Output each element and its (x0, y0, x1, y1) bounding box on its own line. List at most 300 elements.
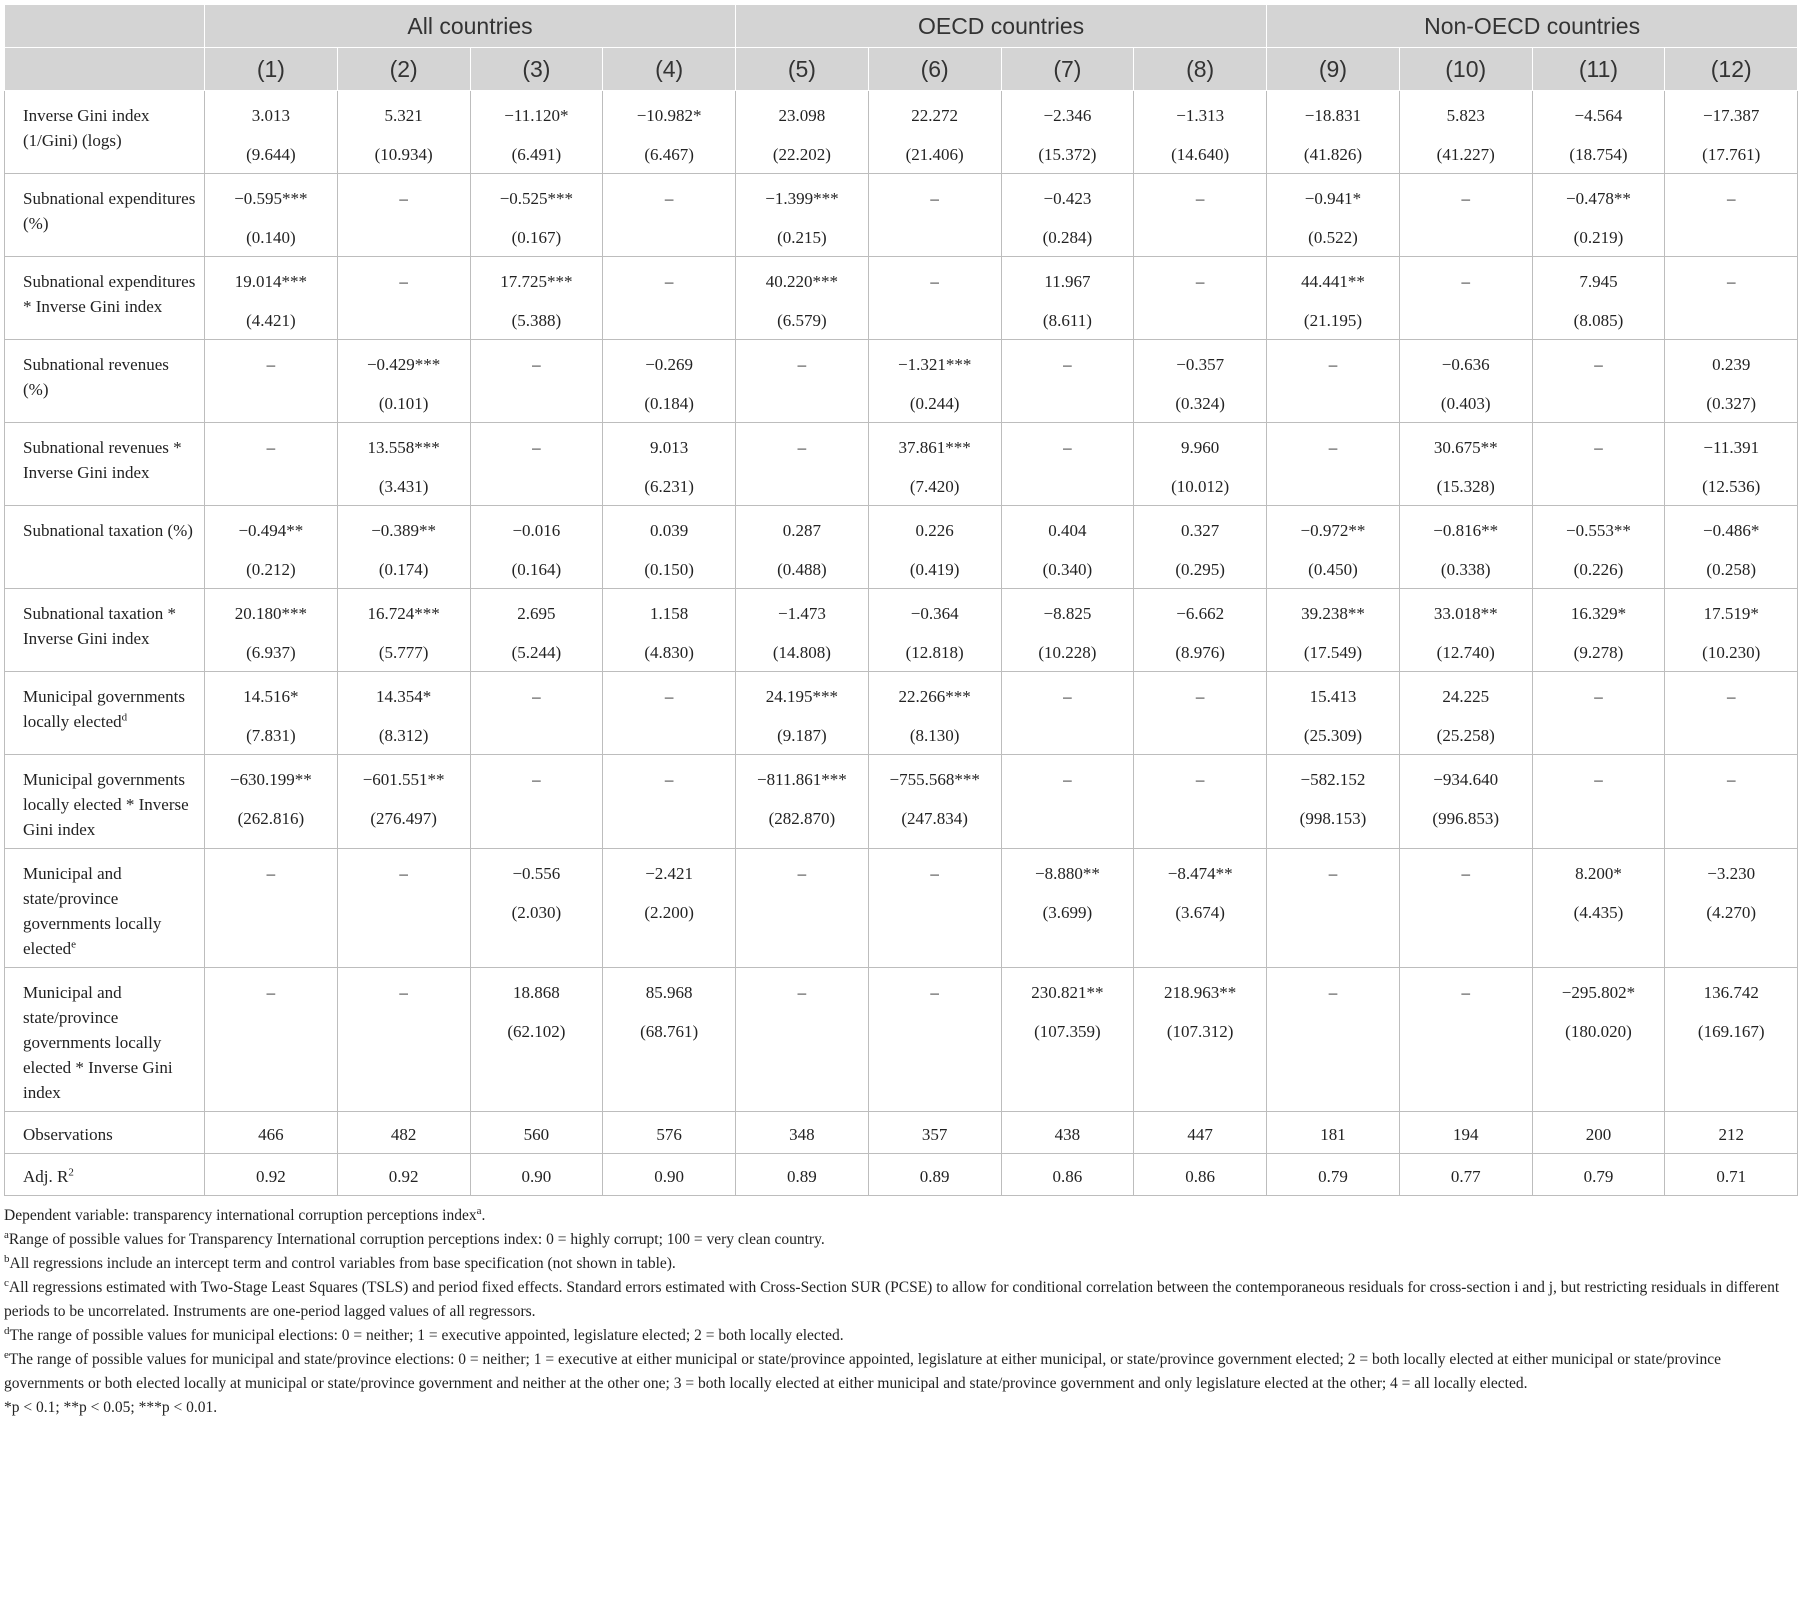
note-item (4, 1252, 1797, 1276)
coefficient: – (1328, 438, 1338, 457)
coefficient: 7.945 (1579, 272, 1618, 291)
coefficient: – (797, 983, 807, 1002)
stat-value: 466 (205, 1112, 338, 1154)
stat-value: 438 (1001, 1112, 1134, 1154)
coefficient: 15.413 (1309, 687, 1357, 706)
estimate-cell (1134, 423, 1267, 506)
standard-error: (0.340) (1042, 560, 1093, 579)
coefficient: 44.441** (1301, 272, 1365, 291)
estimate-cell (205, 672, 338, 755)
column-number: (11) (1532, 48, 1665, 91)
standard-error: (12.740) (1436, 643, 1495, 662)
standard-error: (0.488) (777, 560, 827, 579)
row-label (5, 968, 205, 1112)
note-dependent: Dependent variable: transparency international corruption perceptions index$^a$. (4, 1204, 486, 1224)
group-header-oecd: OECD countries (736, 5, 1267, 48)
standard-error: (282.870) (768, 809, 836, 828)
coefficient: 9.013 (650, 438, 689, 457)
note-text: Range of possible values for Transparency International corruption perceptions index: 0 = highly corrupt; 100 = very clean country. (8, 1231, 825, 1248)
coefficient: −3.230 (1707, 864, 1756, 883)
estimate-cell (1267, 849, 1400, 968)
standard-error: (7.831) (246, 726, 296, 745)
estimate-cell (1267, 672, 1400, 755)
coefficient: −8.474** (1167, 864, 1233, 883)
estimate-cell (868, 423, 1001, 506)
coefficient: 40.220*** (765, 272, 839, 291)
coefficient: −0.486* (1703, 521, 1760, 540)
coefficient: – (532, 355, 541, 374)
column-number: (12) (1665, 48, 1798, 91)
coefficient: – (266, 355, 276, 374)
coefficient: – (532, 687, 541, 706)
standard-error: (0.167) (511, 228, 562, 247)
coefficient: – (1195, 770, 1205, 789)
coefficient: 17.519* (1703, 604, 1759, 623)
coefficient: – (664, 189, 674, 208)
estimate-cell (1532, 91, 1665, 174)
coefficient: −601.551** (362, 770, 445, 789)
standard-error: (9.278) (1573, 643, 1624, 662)
stat-value: 348 (736, 1112, 869, 1154)
standard-error: (68.761) (640, 1022, 699, 1041)
row-label-text: Municipal and state/province governments locally elected (23, 864, 162, 958)
coefficient: −1.313 (1176, 106, 1225, 125)
standard-error: (0.324) (1175, 394, 1225, 413)
table-row (5, 340, 1798, 423)
standard-error: (0.284) (1042, 228, 1093, 247)
estimate-cell (736, 968, 869, 1112)
coefficient: −811.861*** (757, 770, 847, 789)
estimate-cell (1399, 968, 1532, 1112)
standard-error: (4.270) (1706, 903, 1756, 922)
estimate-cell (1267, 506, 1400, 589)
estimate-cell (868, 174, 1001, 257)
row-label-text: Subnational revenues * Inverse Gini index (23, 438, 182, 482)
coefficient: −0.429*** (366, 355, 441, 374)
row-label (5, 589, 205, 672)
coefficient: −0.816** (1433, 521, 1499, 540)
standard-error: (0.174) (378, 560, 429, 579)
coefficient: – (1328, 983, 1338, 1002)
estimate-cell (205, 506, 338, 589)
column-number: (8) (1134, 48, 1267, 91)
coefficient: 5.823 (1446, 106, 1485, 125)
coefficient: – (797, 438, 807, 457)
standard-error: (14.640) (1171, 145, 1230, 164)
estimate-cell (205, 257, 338, 340)
standard-error: (0.327) (1706, 394, 1756, 413)
row-label (5, 174, 205, 257)
coefficient: 14.354* (376, 687, 432, 706)
estimate-cell (736, 849, 869, 968)
standard-error: (15.328) (1436, 477, 1495, 496)
row-label-sup: d (121, 711, 128, 724)
estimate-cell (470, 968, 603, 1112)
standard-error: (9.187) (777, 726, 827, 745)
estimate-cell (736, 506, 869, 589)
estimate-cell (736, 91, 869, 174)
estimate-cell (1665, 340, 1798, 423)
column-number-row (5, 48, 1798, 91)
estimate-cell (205, 174, 338, 257)
stat-value: 0.86 (1001, 1154, 1134, 1196)
coefficient: −8.880** (1034, 864, 1100, 883)
estimate-cell (337, 340, 470, 423)
estimate-cell (1001, 174, 1134, 257)
note-text: The range of possible values for municipal elections: 0 = neither; 1 = executive appointed, legislature elected; 2 = both locally elected. (9, 1327, 844, 1344)
standard-error: (9.644) (246, 145, 296, 164)
coefficient: – (1195, 189, 1205, 208)
coefficient: – (1594, 438, 1603, 457)
coefficient: −0.494** (238, 521, 304, 540)
stat-value: 0.92 (337, 1154, 470, 1196)
coefficient: – (797, 864, 807, 883)
estimate-cell (1267, 755, 1400, 849)
stat-label (5, 1112, 205, 1154)
standard-error: (0.338) (1440, 560, 1491, 579)
coefficient: 14.516* (243, 687, 299, 706)
estimate-cell (470, 589, 603, 672)
coefficient: −2.421 (645, 864, 694, 883)
coefficient: −11.120* (504, 106, 569, 125)
coefficient: 19.014*** (234, 272, 307, 291)
coefficient: −295.802* (1561, 983, 1636, 1002)
coefficient: – (930, 189, 939, 208)
column-number: (2) (337, 48, 470, 91)
coefficient: −10.982* (636, 106, 702, 125)
standard-error: (10.012) (1171, 477, 1230, 496)
coefficient: −755.568*** (889, 770, 980, 789)
estimate-cell (1001, 968, 1134, 1112)
estimate-cell (470, 849, 603, 968)
estimate-cell (337, 672, 470, 755)
coefficient: −8.825 (1043, 604, 1092, 623)
standard-error: (10.230) (1702, 643, 1761, 662)
estimate-cell (1134, 968, 1267, 1112)
stat-value: 212 (1665, 1112, 1798, 1154)
group-header-non-oecd: Non-OECD countries (1267, 5, 1798, 48)
estimate-cell (470, 755, 603, 849)
coefficient: 8.200* (1575, 864, 1622, 883)
coefficient: −0.478** (1566, 189, 1631, 208)
coefficient: 33.018** (1433, 604, 1498, 623)
estimate-cell (1399, 174, 1532, 257)
coefficient: 136.742 (1703, 983, 1759, 1002)
estimate-cell (337, 174, 470, 257)
table-notes (4, 1204, 1797, 1420)
header-corner-2 (5, 48, 205, 91)
coefficient: −1.399*** (765, 189, 839, 208)
row-label (5, 672, 205, 755)
estimate-cell (1665, 672, 1798, 755)
coefficient: 37.861*** (898, 438, 971, 457)
note-text: All regressions include an intercept term and control variables from base specification (not shown in table). (9, 1255, 676, 1272)
estimate-cell (205, 91, 338, 174)
coefficient: – (930, 272, 939, 291)
note-sup: e (4, 1348, 9, 1361)
coefficient: 5.321 (384, 106, 423, 125)
standard-error: (6.467) (644, 145, 694, 164)
estimate-cell (1399, 340, 1532, 423)
coefficient: −0.364 (910, 604, 959, 623)
standard-error: (10.228) (1038, 643, 1097, 662)
coefficient: −0.525*** (499, 189, 574, 208)
estimate-cell (1532, 340, 1665, 423)
standard-error: (3.699) (1042, 903, 1093, 922)
estimate-cell (1665, 91, 1798, 174)
estimate-cell (868, 849, 1001, 968)
coefficient: −0.389** (371, 521, 437, 540)
estimate-cell (1665, 423, 1798, 506)
standard-error: (0.244) (909, 394, 960, 413)
standard-error: (8.312) (378, 726, 429, 745)
row-label-text: Subnational expenditures (%) (23, 189, 196, 233)
coefficient: – (399, 983, 408, 1002)
row-label-text: Subnational expenditures * Inverse Gini index (23, 272, 196, 316)
coefficient: – (1195, 687, 1205, 706)
coefficient: – (532, 438, 541, 457)
stat-label (5, 1154, 205, 1196)
stat-value: 447 (1134, 1112, 1267, 1154)
estimate-cell (603, 257, 736, 340)
estimate-cell (1532, 506, 1665, 589)
standard-error: (2.200) (644, 903, 694, 922)
estimate-cell (1399, 672, 1532, 755)
stat-value: 0.90 (603, 1154, 736, 1196)
standard-error: (3.674) (1175, 903, 1225, 922)
standard-error: (4.830) (644, 643, 694, 662)
table-header (5, 5, 1798, 91)
estimate-cell (1665, 257, 1798, 340)
stat-label-sup: 2 (68, 1166, 74, 1179)
estimate-cell (205, 340, 338, 423)
standard-error: (5.388) (511, 311, 562, 330)
estimate-cell (1532, 589, 1665, 672)
coefficient: −0.556 (512, 864, 561, 883)
standard-error: (8.976) (1175, 643, 1225, 662)
coefficient: – (1461, 983, 1470, 1002)
estimate-cell (470, 174, 603, 257)
standard-error: (18.754) (1569, 145, 1628, 164)
estimate-cell (337, 589, 470, 672)
row-label-text: Municipal and state/province governments locally elected * Inverse Gini index (23, 983, 173, 1102)
estimate-cell (205, 423, 338, 506)
coefficient: – (1594, 770, 1603, 789)
column-number: (10) (1399, 48, 1532, 91)
coefficient: −0.595*** (234, 189, 308, 208)
estimate-cell (470, 672, 603, 755)
estimate-cell (1001, 589, 1134, 672)
note-sup: b (4, 1252, 10, 1265)
estimate-cell (337, 755, 470, 849)
coefficient: – (266, 983, 276, 1002)
row-label (5, 506, 205, 589)
table-row (5, 672, 1798, 755)
row-label-text: Subnational revenues (%) (23, 355, 169, 399)
standard-error: (5.244) (511, 643, 562, 662)
estimate-cell (1532, 968, 1665, 1112)
estimate-cell (1665, 849, 1798, 968)
coefficient: 22.266*** (898, 687, 971, 706)
table-row (5, 174, 1798, 257)
standard-error: (17.549) (1303, 643, 1362, 662)
standard-error: (0.226) (1573, 560, 1624, 579)
coefficient: 85.968 (645, 983, 693, 1002)
estimate-cell (1001, 340, 1134, 423)
standard-error: (8.085) (1573, 311, 1624, 330)
estimate-cell (1134, 340, 1267, 423)
coefficient: −0.423 (1043, 189, 1092, 208)
estimate-cell (868, 672, 1001, 755)
standard-error: (6.491) (511, 145, 562, 164)
stat-value: 0.86 (1134, 1154, 1267, 1196)
coefficient: – (266, 864, 276, 883)
standard-error: (180.020) (1565, 1022, 1632, 1041)
stat-value: 482 (337, 1112, 470, 1154)
estimate-cell (205, 589, 338, 672)
coefficient: −0.941* (1304, 189, 1362, 208)
coefficient: −934.640 (1433, 770, 1499, 789)
standard-error: (21.195) (1303, 311, 1362, 330)
stat-value: 0.77 (1399, 1154, 1532, 1196)
coefficient: −630.199** (229, 770, 312, 789)
stat-value: 576 (603, 1112, 736, 1154)
coefficient: 24.225 (1442, 687, 1490, 706)
estimate-cell (1665, 968, 1798, 1112)
coefficient: – (1195, 272, 1205, 291)
estimate-cell (337, 849, 470, 968)
stat-value: 0.79 (1532, 1154, 1665, 1196)
estimate-cell (1267, 91, 1400, 174)
note-sup: a (4, 1228, 9, 1241)
coefficient: 3.013 (251, 106, 290, 125)
coefficient: – (1726, 687, 1736, 706)
estimate-cell (1001, 506, 1134, 589)
estimate-cell (603, 174, 736, 257)
standard-error: (0.522) (1308, 228, 1358, 247)
estimate-cell (1399, 91, 1532, 174)
stat-value: 0.79 (1267, 1154, 1400, 1196)
table-row (5, 755, 1798, 849)
table-row (5, 589, 1798, 672)
estimate-cell (603, 340, 736, 423)
estimate-cell (868, 257, 1001, 340)
estimate-cell (205, 968, 338, 1112)
estimate-cell (736, 340, 869, 423)
estimate-cell (1532, 672, 1665, 755)
coefficient: – (930, 864, 939, 883)
note-dependent-text: Dependent variable: transparency international corruption perceptions index (4, 1207, 477, 1224)
estimate-cell (603, 423, 736, 506)
estimate-cell (1267, 257, 1400, 340)
regression-table-figure (4, 4, 1797, 1420)
standard-error: (0.101) (378, 394, 429, 413)
standard-error: (14.808) (772, 643, 831, 662)
estimate-cell (1532, 257, 1665, 340)
estimate-cell (1399, 755, 1532, 849)
stat-value: 0.90 (470, 1154, 603, 1196)
estimate-cell (470, 423, 603, 506)
estimate-cell (1399, 589, 1532, 672)
regression-table (4, 4, 1798, 1196)
estimate-cell (1001, 257, 1134, 340)
coefficient: – (399, 189, 408, 208)
column-number: (1) (205, 48, 338, 91)
estimate-cell (337, 91, 470, 174)
standard-error: (998.153) (1299, 809, 1367, 828)
coefficient: – (664, 272, 674, 291)
standard-error: (41.826) (1303, 145, 1362, 164)
standard-error: (276.497) (370, 809, 437, 828)
estimate-cell (1532, 849, 1665, 968)
row-label-text: Inverse Gini index (1/Gini) (logs) (23, 106, 150, 150)
estimate-cell (868, 506, 1001, 589)
standard-error: (169.167) (1697, 1022, 1765, 1041)
row-label (5, 91, 205, 174)
note-items (4, 1228, 1797, 1396)
column-number: (5) (736, 48, 869, 91)
coefficient: −17.387 (1703, 106, 1760, 125)
coefficient: 0.239 (1712, 355, 1751, 374)
stat-row (5, 1154, 1798, 1196)
estimate-cell (337, 506, 470, 589)
estimate-cell (1267, 423, 1400, 506)
stat-value: 0.89 (868, 1154, 1001, 1196)
stat-value: 0.89 (736, 1154, 869, 1196)
estimate-cell (868, 589, 1001, 672)
coefficient: 18.868 (513, 983, 560, 1002)
estimate-cell (1267, 174, 1400, 257)
estimate-cell (1665, 755, 1798, 849)
coefficient: – (664, 770, 674, 789)
standard-error: (8.130) (909, 726, 960, 745)
estimate-cell (1399, 506, 1532, 589)
estimate-cell (868, 91, 1001, 174)
estimate-cell (1001, 423, 1134, 506)
standard-error: (6.937) (246, 643, 296, 662)
coefficient: −0.357 (1176, 355, 1225, 374)
coefficient: −11.391 (1703, 438, 1760, 457)
coefficient: – (399, 272, 408, 291)
note-item (4, 1324, 1797, 1348)
estimate-cell (1001, 672, 1134, 755)
standard-error: (4.435) (1573, 903, 1624, 922)
coefficient: −2.346 (1043, 106, 1092, 125)
coefficient: – (1726, 189, 1736, 208)
standard-error: (5.777) (378, 643, 429, 662)
estimate-cell (736, 672, 869, 755)
group-header-row (5, 5, 1798, 48)
estimate-cell (736, 755, 869, 849)
table-row (5, 849, 1798, 968)
coefficient: 39.238** (1301, 604, 1365, 623)
coefficient: – (930, 983, 939, 1002)
coefficient: −6.662 (1176, 604, 1225, 623)
coefficient: – (1461, 189, 1470, 208)
coefficient: – (1461, 864, 1470, 883)
coefficient: 13.558*** (367, 438, 440, 457)
coefficient: −582.152 (1300, 770, 1366, 789)
estimate-cell (1665, 506, 1798, 589)
standard-error: (0.450) (1308, 560, 1358, 579)
estimate-cell (1267, 589, 1400, 672)
coefficient: 0.226 (915, 521, 954, 540)
estimate-cell (1399, 257, 1532, 340)
estimate-cell (1134, 849, 1267, 968)
standard-error: (6.231) (644, 477, 694, 496)
coefficient: 218.963** (1164, 983, 1237, 1002)
coefficient: −18.831 (1304, 106, 1362, 125)
